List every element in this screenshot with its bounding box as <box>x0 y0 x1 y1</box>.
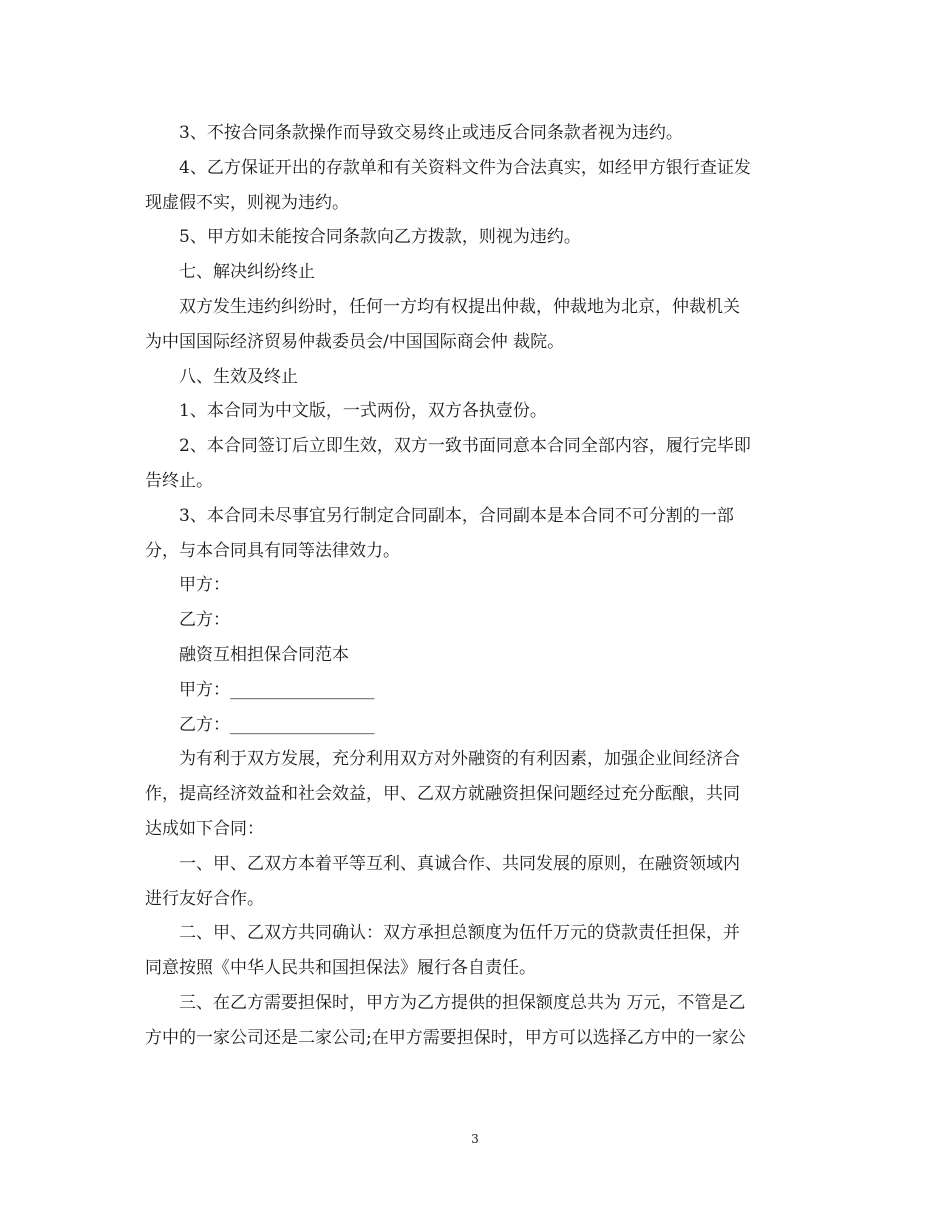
paragraph-line: 为有利于双方发展，充分利用双方对外融资的有利因素，加强企业间经济合 <box>179 749 740 770</box>
paragraph-line: 3、本合同未尽事宜另行制定合同副本，合同副本是本合同不可分割的一部 <box>179 505 734 526</box>
paragraph-line: 三、在乙方需要担保时，甲方为乙方提供的担保额度总共为 万元，不管是乙 <box>179 992 746 1013</box>
document-body <box>145 116 810 1056</box>
paragraph-line: 二、甲、乙双方共同确认：双方承担总额度为伍仟万元的贷款责任担保，并 <box>179 923 740 944</box>
paragraph-continuation-line: 进行友好合作。 <box>145 888 264 909</box>
paragraph-continuation-line: 同意按照《中华人民共和国担保法》履行各自责任。 <box>145 958 536 979</box>
paragraph-line: 甲方： <box>179 575 230 596</box>
paragraph-continuation-line: 方中的一家公司还是二家公司;在甲方需要担保时，甲方可以选择乙方中的一家公 <box>145 1027 746 1048</box>
paragraph-line: 3、不按合同条款操作而导致交易终止或违反合同条款者视为违约。 <box>179 123 683 143</box>
paragraph-continuation-line: 达成如下合同： <box>145 818 264 839</box>
paragraph-continuation-line: 为中国国际经济贸易仲裁委员会/中国国际商会仲 裁院。 <box>145 331 565 352</box>
paragraph-line: 一、甲、乙双方本着平等互利、真诚合作、共同发展的原则，在融资领域内 <box>179 853 740 874</box>
paragraph-line: 融资互相担保合同范本 <box>179 644 349 665</box>
paragraph-line: 4、乙方保证开出的存款单和有关资料文件为合法真实，如经甲方银行查证发 <box>179 157 751 178</box>
paragraph-line: 七、解决纠纷终止 <box>179 262 315 283</box>
paragraph-line: 乙方： <box>179 610 230 631</box>
paragraph-continuation-line: 现虚假不实，则视为违约。 <box>145 192 349 213</box>
paragraph-line: 双方发生违约纠纷时，任何一方均有权提出仲裁，仲裁地为北京，仲裁机关 <box>179 296 740 317</box>
paragraph-continuation-line: 告终止。 <box>145 470 213 491</box>
paragraph-continuation-line: 作，提高经济效益和社会效益，甲、乙双方就融资担保问题经过充分酝酿，共同 <box>145 784 740 805</box>
paragraph-line: 1、本合同为中文版，一式两份，双方各执壹份。 <box>179 401 547 422</box>
paragraph-line: 5、甲方如未能按合同条款向乙方拨款，则视为违约。 <box>179 227 581 248</box>
paragraph-continuation-line: 分，与本合同具有同等法律效力。 <box>145 540 400 561</box>
paragraph-line: 甲方：_________________ <box>179 679 375 700</box>
paragraph-line: 八、生效及终止 <box>179 366 298 387</box>
paragraph-line: 乙方：_________________ <box>179 714 375 735</box>
page-number: 3 <box>471 1132 479 1146</box>
paragraph-line: 2、本合同签订后立即生效，双方一致书面同意本合同全部内容，履行完毕即 <box>179 436 751 457</box>
